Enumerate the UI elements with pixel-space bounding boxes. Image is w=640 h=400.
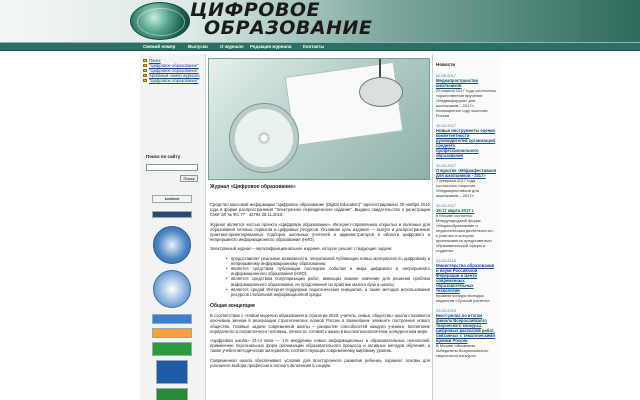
nav-item-about[interactable]: О журнале — [220, 44, 244, 49]
computer-mouse-icon — [359, 77, 403, 107]
search-button[interactable]: Поиск — [180, 175, 198, 182]
blue-banner[interactable] — [152, 314, 192, 324]
luxdirect-badge[interactable]: luxdirect — [152, 195, 192, 203]
tree-item-label: "Цифровое образование" — [149, 68, 199, 73]
news-text: В Москве объявлены победители Всероссийского творческого конкурса — [436, 343, 489, 358]
news-text: в Москве состоится Международный форум «Медиаобразование и педагогическая деятельность», к участию в котором приглашаются представители образовательной сферы и студенты — [436, 213, 495, 253]
tree-item-label: "Цифровое образование" — [149, 63, 199, 68]
section-title: Общая концепция — [210, 303, 255, 310]
nav-item-editorial[interactable]: Редакция журнала — [250, 44, 292, 49]
article-intro: Средство массовой информации "Цифровое образование (Digital Education)" зарегистрировано 26 ноября 2010 года в форме распространения "Электронное периодическое издание". Выдано свидетельство о регистрации СМИ ЭЛ № ФС 77 - 42794 26.11.2010. — [210, 202, 430, 218]
site-title[interactable] — [190, 1, 372, 37]
news-text: 7 февраля 2017 года состоялось открытие «Медиафестиваля для школьников – 2017». — [436, 178, 479, 198]
news-title-link[interactable]: Открытие «Медиафестиваля для школьников - 2017» — [436, 168, 497, 178]
nav-item-current-issue[interactable]: Свежий номер — [143, 44, 176, 49]
news-text: провели конкурс молодых педагогов «Лучший учитель» — [436, 293, 490, 303]
article-paragraph-3: В соответствии с «Новой моделью образования в стратегии 2020: учитель, семья, общество» школа становится ключевым звеном в реализации стратегических планов России в важнейшем элементе построения нового общества. Главные задачи современной школы – раскрытие способностей каждого ученика, воспитание порядочного и патриотичного человека, личности, готовой к жизни в высокотехнологичном, конкурентном мире. — [210, 313, 430, 334]
globe-logo-icon[interactable] — [130, 2, 190, 40]
nav-item-contacts[interactable]: Контакты — [303, 44, 325, 49]
search-label: Поиск по сайту — [146, 154, 181, 159]
site-header — [0, 0, 640, 42]
cd-disc-icon — [229, 103, 299, 173]
news-title-link[interactable]: Новые инструменты оценки компетентности руководителей организаций среднего профессионального образования — [436, 128, 496, 158]
site-title-line1: ЦИФРОВОЕ — [190, 0, 321, 21]
folder-icon — [143, 79, 147, 82]
orange-banner[interactable] — [152, 328, 192, 338]
news-title-link[interactable]: Медиапространство школьников — [436, 78, 479, 88]
news-date: 25.02.2015 — [436, 308, 457, 313]
news-title-link[interactable]: Бюст-релиз по итогам финала Всероссийского творческого конкурса цифровых рассказов работ, связанных с тематическими яркими России — [436, 313, 495, 343]
news-date: 20.03.2016 — [436, 258, 457, 263]
list-item: • является средством популяризации работ, имеющих важное значение для решения проблем информационного образования, ее продолжения на практике малого вуза и школы; — [226, 276, 430, 286]
news-title-link[interactable]: Министерство образования и науки Российской Федерации и Центр современных образовательных технологий — [436, 263, 495, 293]
blue-square-banner[interactable] — [156, 360, 188, 384]
round-emblem-icon[interactable] — [153, 226, 191, 264]
news-item — [433, 203, 500, 253]
news-sidebar — [432, 54, 500, 400]
main-nav — [0, 42, 640, 51]
folder-icon — [143, 69, 147, 72]
article-paragraph-4: «Цифровая школа» 21-го века — это внедрение новых информационных и образовательных технологий, применение персональных форм организации образовательного процесса и активных методов обучения, а также учебно-методических материалов, соответствующих современному мировому уровню. — [210, 338, 430, 354]
tree-item-label: Поиск — [149, 58, 161, 63]
news-heading: Новости — [436, 62, 456, 67]
news-date: 10.02.2017 — [436, 203, 457, 208]
tree-item-digital-education-3[interactable] — [142, 78, 204, 83]
article-paragraph-1: Журнал является частью проекта «Цифровое образование», Интернет-справочника открытых и полезных для образования сетевых сервисов и цифровых ресурсов. Основная цель издания — выпуск и распространение практико-ориентированных подборок школьных учителей и администраторов в области цифрового и непрерывного информационного образования (НИО). — [210, 221, 430, 243]
article-bullet-list — [226, 256, 430, 298]
news-text: 25 апреля 2017 года состоялось торжественное вручение «Медиафорума» для школьников – 2017», посвященное году экологии России — [436, 88, 497, 118]
news-title-link[interactable]: 16-17 марта 2017 г. — [436, 208, 475, 213]
news-item — [433, 73, 500, 118]
news-date: 10.02.2017 — [436, 163, 457, 168]
tree-item-label: Архивный номер журнала — [149, 73, 200, 78]
green-banner[interactable] — [152, 342, 192, 356]
news-date: 02.05.2017 — [436, 73, 457, 78]
hero-image — [208, 58, 430, 180]
news-item — [433, 163, 500, 198]
list-item: • является средством публикации последних событий и мира цифрового и непрерывного информационного образования (НИО); — [226, 266, 430, 276]
article-paragraph-5: Современная школа обеспечивает условия для всестороннего развития ребенка, охраняет основы для успешного выбора профессии и полного включения в социум. — [210, 357, 430, 368]
nav-item-issues[interactable]: Выпуски — [188, 44, 208, 49]
article-paragraph-2: Электронный журнал – мультифункциональное издание, которое решает следующие задачи: — [210, 246, 393, 252]
news-item — [433, 258, 500, 303]
news-item — [433, 123, 500, 158]
article-title: Журнал «Цифровое образование» — [210, 184, 296, 190]
sidebar-tree — [142, 58, 204, 83]
list-item: • предоставляет реальные возможности, оперативной публикации новых материалов по цифровому и непрерывному информационному образованию; — [226, 256, 430, 266]
news-item — [433, 308, 500, 358]
folder-icon — [143, 64, 147, 67]
left-sidebar — [140, 54, 206, 400]
search-input[interactable] — [146, 164, 198, 171]
site-title-line2: ОБРАЗОВАНИЕ — [204, 17, 373, 39]
tree-item-label: "Цифровое образование" — [149, 78, 199, 83]
round-seal-icon[interactable] — [153, 270, 191, 308]
folder-icon — [143, 74, 147, 77]
green-square-banner[interactable] — [156, 388, 188, 400]
news-date: 19.04.2017 — [436, 123, 457, 128]
counter-badge[interactable] — [152, 211, 192, 218]
list-item: • является средой Интернет-поддержки педагогических инициатив, а также методов использования ресурсов глобальной информационной среды; — [226, 287, 430, 297]
main-article — [210, 184, 430, 400]
folder-icon — [143, 59, 147, 62]
